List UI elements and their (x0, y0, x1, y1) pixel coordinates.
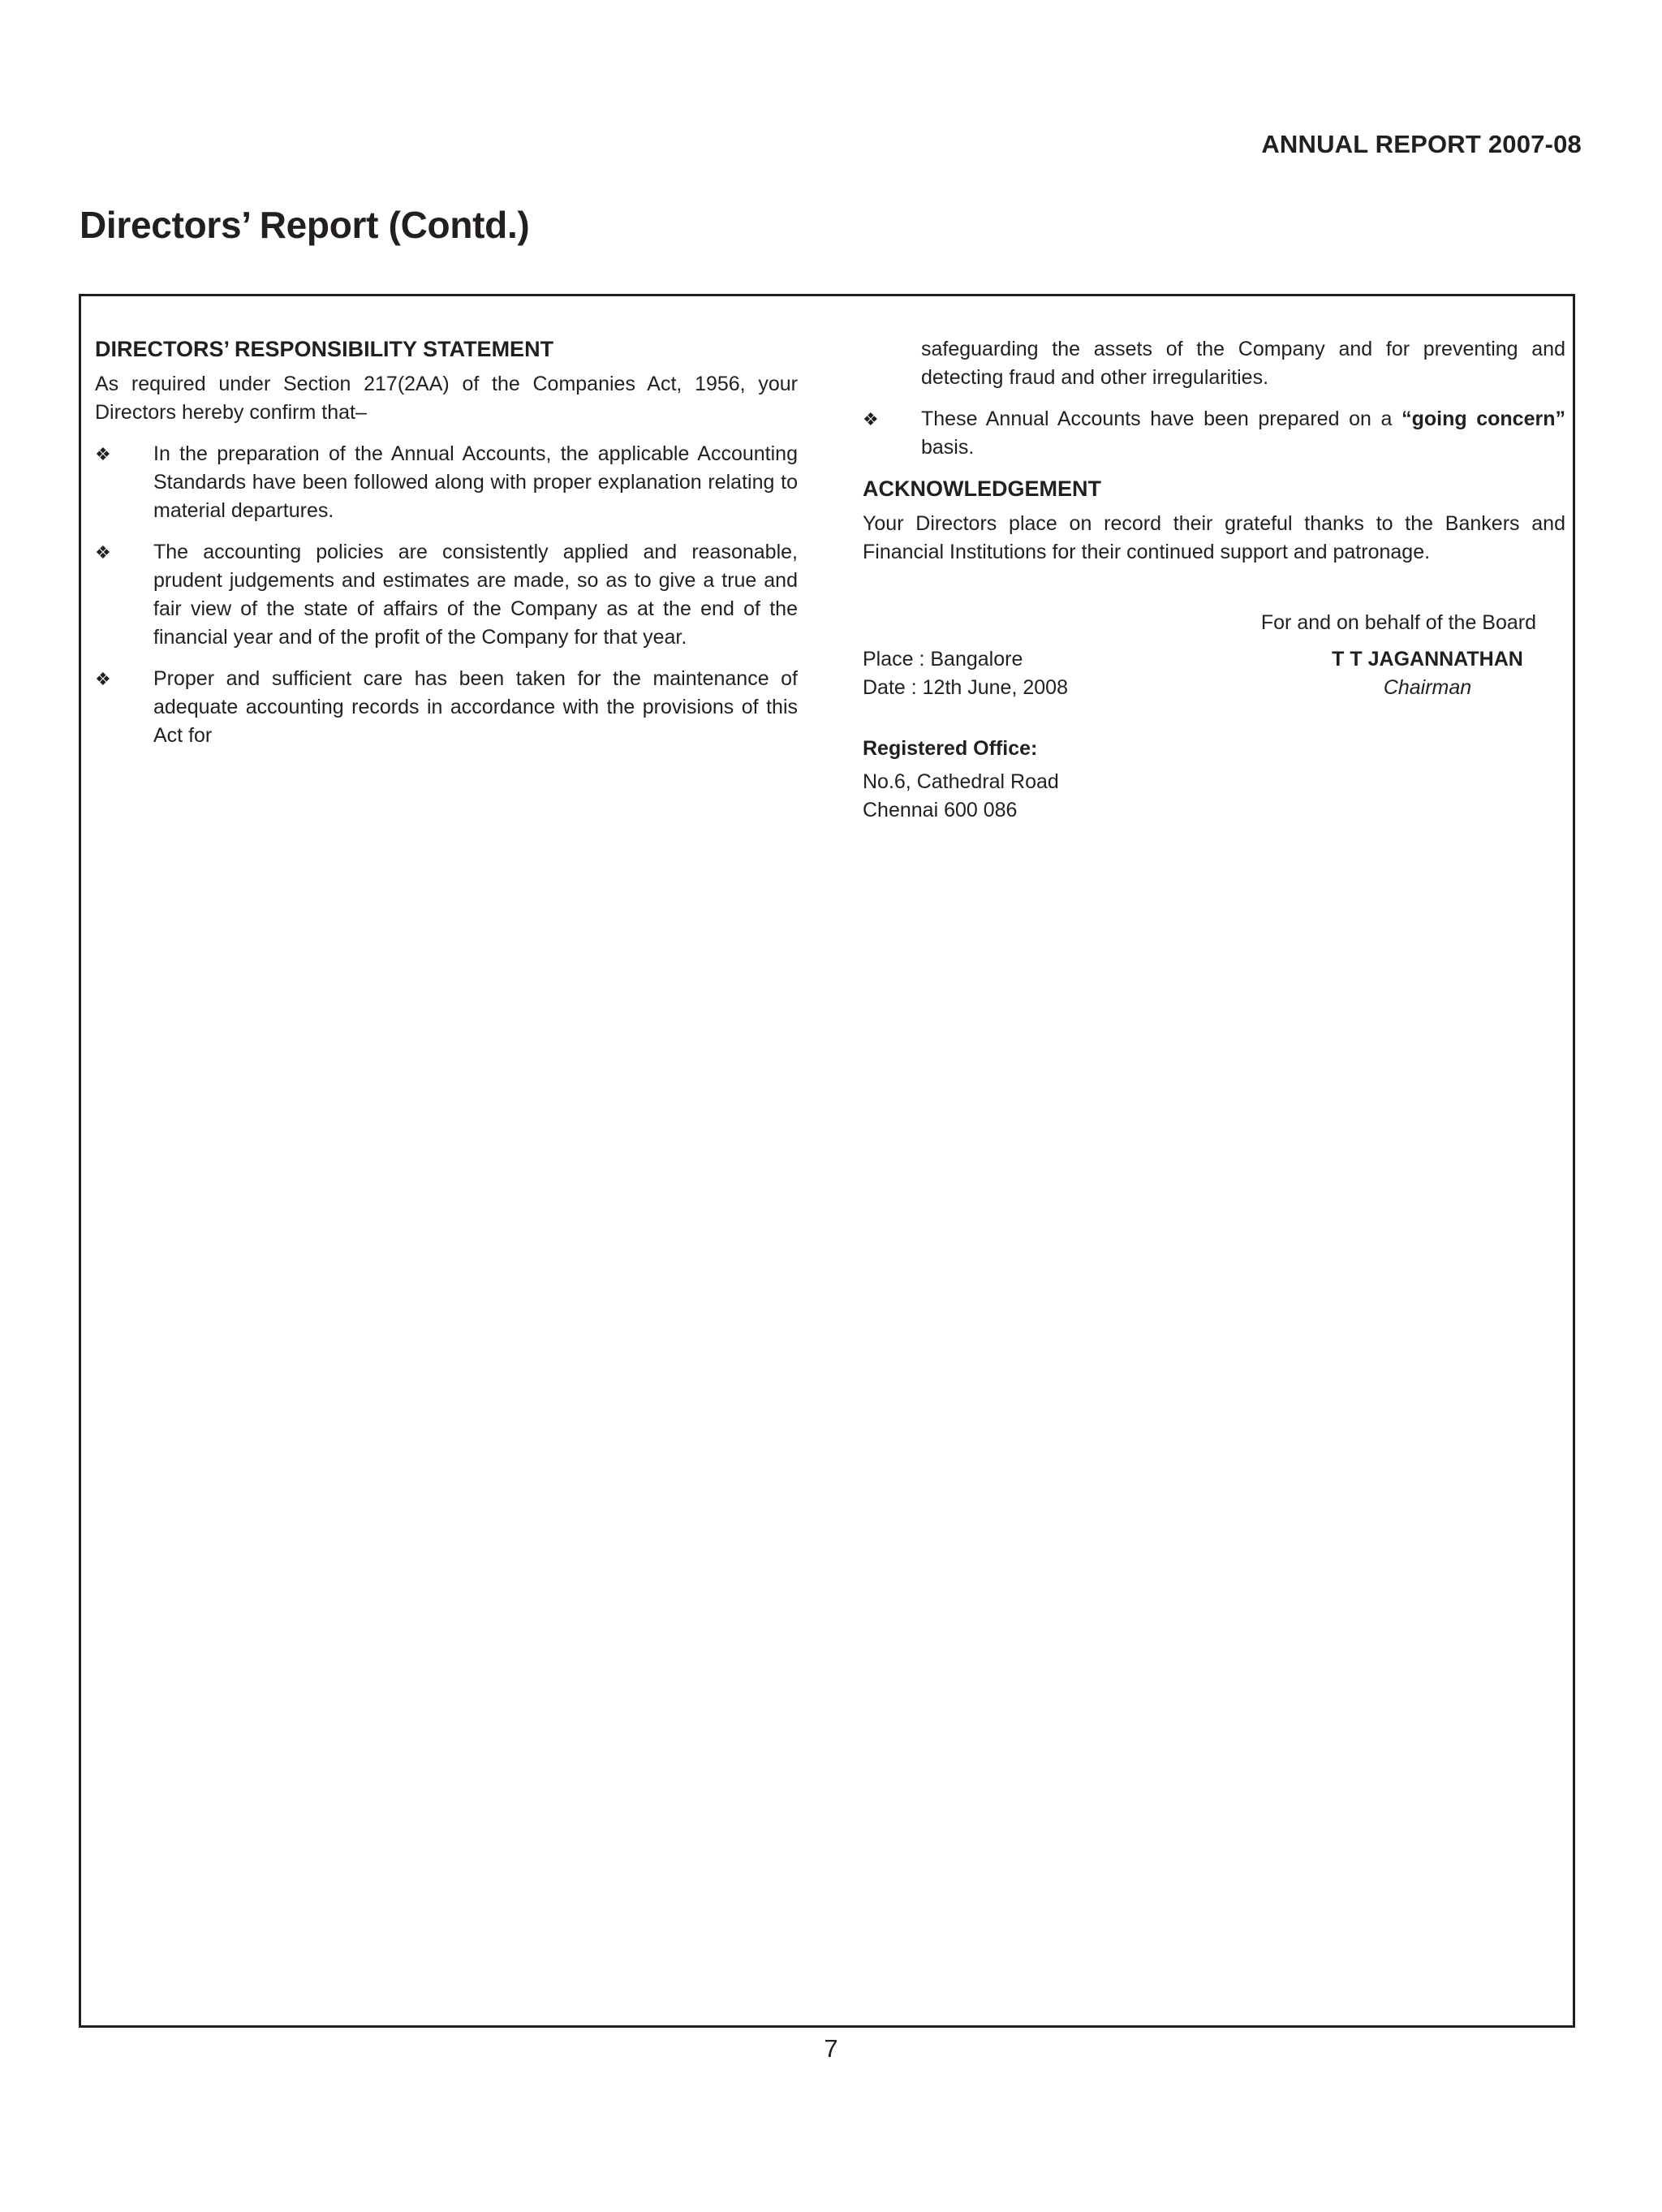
page-number: 7 (824, 2034, 838, 2063)
acknowledgement-heading: ACKNOWLEDGEMENT (863, 476, 1101, 501)
address-line: Chennai 600 086 (863, 799, 1018, 821)
signatory-designation: Chairman (1383, 676, 1472, 699)
signatory-name: T T JAGANNATHAN (1332, 648, 1523, 670)
acknowledgement-text: Your Directors place on record their grateful thanks to the Bankers and Financial Institutions for their continued support and patronage. (863, 512, 1565, 563)
diamond-bullet-icon: ❖ (95, 444, 111, 464)
diamond-bullet-icon: ❖ (95, 542, 111, 563)
place: Place : Bangalore (863, 648, 1023, 670)
diamond-bullet-icon: ❖ (95, 669, 111, 689)
bullet-item (95, 440, 798, 525)
bullet-text: In the preparation of the Annual Accounts, the applicable Accounting Standards have been followed along with proper explanation relating to material departures. (153, 442, 798, 522)
bullet-text-after: basis. (921, 436, 975, 459)
place-date (863, 645, 1068, 702)
bullet-item (863, 405, 1565, 462)
content-frame (79, 294, 1575, 2028)
page-title: Directors’ Report (Contd.) (80, 204, 530, 246)
bullet-text-before: These Annual Accounts have been prepared on a (921, 407, 1402, 430)
signatory-block (1290, 645, 1565, 702)
report-label: ANNUAL REPORT 2007-08 (1261, 130, 1582, 158)
diamond-bullet-icon: ❖ (863, 409, 879, 429)
bullet-text: The accounting policies are consistently applied and reasonable, prudent judgements and estimates are made, so as to give a true and fair view of the state of affairs of the Company as at the end of the financial year and of the profit of the Company for that year. (153, 541, 798, 649)
board-line: For and on behalf of the Board (1260, 611, 1536, 634)
going-concern-emphasis: “going concern” (1402, 407, 1565, 430)
bullet-text: Proper and sufficient care has been taken for the maintenance of adequate accounting records in accordance with the provisions of this Act for (153, 667, 798, 747)
bullet-item (95, 665, 798, 750)
date: Date : 12th June, 2008 (863, 676, 1068, 699)
signature-block (863, 645, 1565, 702)
bullet-item (95, 538, 798, 652)
responsibility-intro: As required under Section 217(2AA) of the Companies Act, 1956, your Directors hereby confirm that– (95, 373, 798, 424)
registered-office-heading: Registered Office: (863, 737, 1038, 760)
address-line: No.6, Cathedral Road (863, 770, 1059, 793)
right-column (863, 335, 1565, 825)
responsibility-heading: DIRECTORS’ RESPONSIBILITY STATEMENT (95, 337, 554, 361)
bullet-continuation: safeguarding the assets of the Company and for preventing and detecting fraud and other irregularities. (921, 338, 1565, 389)
left-column (95, 335, 798, 750)
